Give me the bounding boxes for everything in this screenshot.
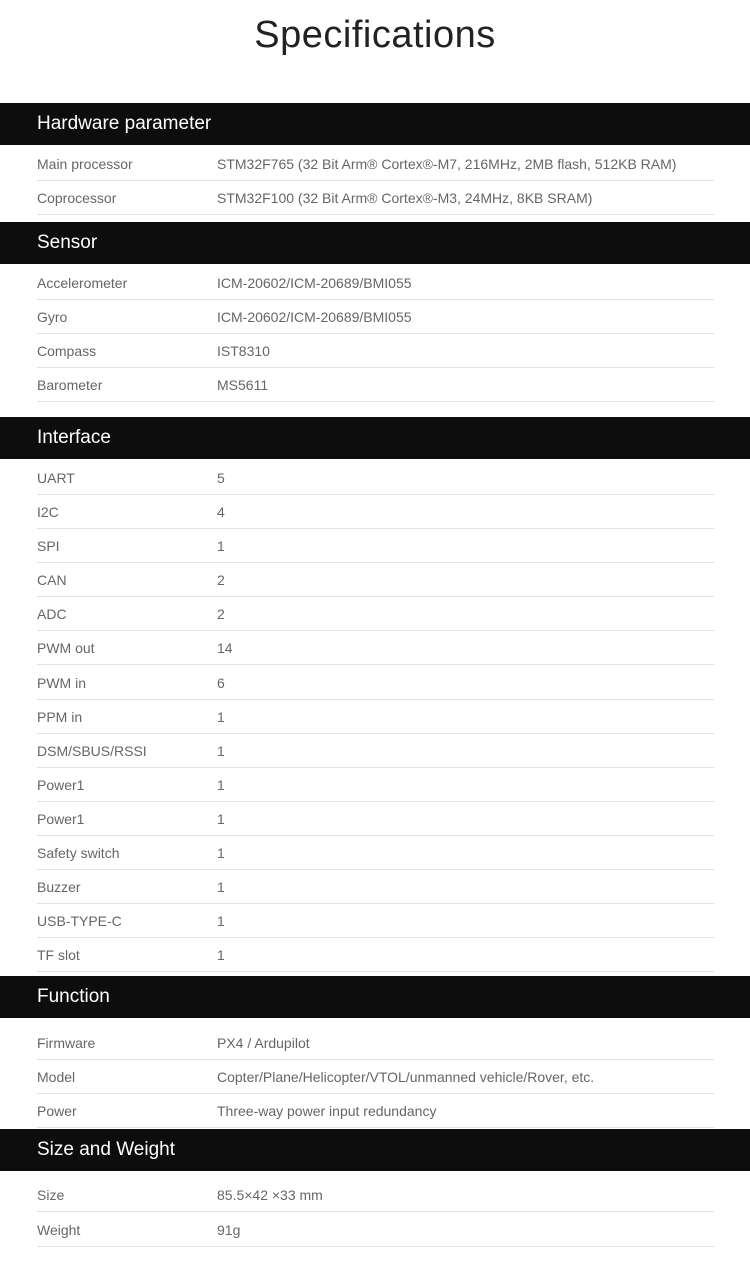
spec-value: PX4 / Ardupilot bbox=[217, 1035, 310, 1051]
spec-label: TF slot bbox=[37, 947, 80, 963]
spec-label: Size bbox=[37, 1187, 65, 1203]
spec-label: Accelerometer bbox=[37, 275, 128, 291]
spec-row-tf-slot bbox=[37, 938, 714, 972]
spec-label: Main processor bbox=[37, 156, 133, 172]
spec-row-power1-second bbox=[37, 802, 714, 836]
spec-row-i2c bbox=[37, 495, 714, 529]
spec-value: 85.5×42 ×33 mm bbox=[217, 1187, 323, 1203]
spec-row-pwm-in bbox=[37, 666, 714, 700]
spec-row-safety-switch bbox=[37, 836, 714, 870]
spec-label: Model bbox=[37, 1069, 76, 1085]
spec-value: STM32F100 (32 Bit Arm® Cortex®-M3, 24MHz, 8KB SRAM) bbox=[217, 190, 593, 206]
spec-row-model bbox=[37, 1060, 714, 1094]
section-header-hardware-parameter: Hardware parameter bbox=[0, 103, 750, 145]
spec-value: MS5611 bbox=[217, 377, 269, 393]
spec-label: PPM in bbox=[37, 709, 83, 725]
spec-label: Power1 bbox=[37, 811, 85, 827]
spec-row-accelerometer bbox=[37, 266, 714, 300]
spec-row-ppm-in bbox=[37, 700, 714, 734]
spec-value: STM32F765 (32 Bit Arm® Cortex®-M7, 216MHz, 2MB flash, 512KB RAM) bbox=[217, 156, 677, 172]
spec-label: SPI bbox=[37, 538, 60, 554]
spec-value: 1 bbox=[217, 743, 225, 759]
spec-value: Copter/Plane/Helicopter/VTOL/unmanned vehicle/Rover, etc. bbox=[217, 1069, 595, 1085]
spec-value: 4 bbox=[217, 504, 225, 520]
spec-value: ICM-20602/ICM-20689/BMI055 bbox=[217, 309, 412, 325]
spec-label: Power1 bbox=[37, 777, 85, 793]
spec-row-weight bbox=[37, 1213, 714, 1247]
section-header-size-and-weight: Size and Weight bbox=[0, 1129, 750, 1171]
spec-row-gyro bbox=[37, 300, 714, 334]
spec-value: 1 bbox=[217, 811, 225, 827]
spec-label: Power bbox=[37, 1103, 77, 1119]
spec-value: 1 bbox=[217, 913, 225, 929]
spec-value: 1 bbox=[217, 845, 225, 861]
spec-label: PWM in bbox=[37, 675, 86, 691]
spec-value: 1 bbox=[217, 538, 225, 554]
spec-label: Barometer bbox=[37, 377, 103, 393]
spec-row-spi bbox=[37, 529, 714, 563]
spec-row-dsm-sbus-rssi bbox=[37, 734, 714, 768]
spec-row-usb-type-c bbox=[37, 904, 714, 938]
spec-row-adc bbox=[37, 597, 714, 631]
spec-value: 1 bbox=[217, 879, 225, 895]
spec-row-barometer bbox=[37, 368, 714, 402]
spec-row-size bbox=[37, 1178, 714, 1212]
spec-label: Gyro bbox=[37, 309, 68, 325]
spec-value: ICM-20602/ICM-20689/BMI055 bbox=[217, 275, 412, 291]
spec-value: 2 bbox=[217, 606, 225, 622]
spec-row-firmware bbox=[37, 1026, 714, 1060]
spec-value: 5 bbox=[217, 470, 225, 486]
spec-row-pwm-out bbox=[37, 631, 714, 665]
spec-value: 14 bbox=[217, 640, 233, 656]
spec-label: Weight bbox=[37, 1222, 81, 1238]
spec-row-buzzer bbox=[37, 870, 714, 904]
spec-value: 1 bbox=[217, 947, 225, 963]
spec-label: Compass bbox=[37, 343, 97, 359]
spec-label: DSM/SBUS/RSSI bbox=[37, 743, 147, 759]
spec-label: UART bbox=[37, 470, 75, 486]
spec-value: 6 bbox=[217, 675, 225, 691]
spec-row-can bbox=[37, 563, 714, 597]
section-header-sensor: Sensor bbox=[0, 222, 750, 264]
spec-label: PWM out bbox=[37, 640, 95, 656]
spec-value: 2 bbox=[217, 572, 225, 588]
spec-row-main-processor bbox=[37, 147, 714, 181]
spec-row-coprocessor bbox=[37, 181, 714, 215]
spec-label: ADC bbox=[37, 606, 67, 622]
spec-label: Safety switch bbox=[37, 845, 120, 861]
page-title: Specifications bbox=[254, 14, 496, 56]
spec-row-compass bbox=[37, 334, 714, 368]
spec-value: Three-way power input redundancy bbox=[217, 1103, 437, 1119]
spec-value: 91g bbox=[217, 1222, 241, 1238]
spec-label: Firmware bbox=[37, 1035, 96, 1051]
spec-value: 1 bbox=[217, 777, 225, 793]
section-header-interface: Interface bbox=[0, 417, 750, 459]
spec-row-power1 bbox=[37, 768, 714, 802]
spec-label: Coprocessor bbox=[37, 190, 117, 206]
spec-row-power bbox=[37, 1094, 714, 1128]
spec-value: IST8310 bbox=[217, 343, 270, 359]
spec-value: 1 bbox=[217, 709, 225, 725]
spec-label: I2C bbox=[37, 504, 59, 520]
spec-row-uart bbox=[37, 461, 714, 495]
section-header-function: Function bbox=[0, 976, 750, 1018]
spec-label: Buzzer bbox=[37, 879, 81, 895]
spec-label: USB-TYPE-C bbox=[37, 913, 122, 929]
spec-label: CAN bbox=[37, 572, 67, 588]
